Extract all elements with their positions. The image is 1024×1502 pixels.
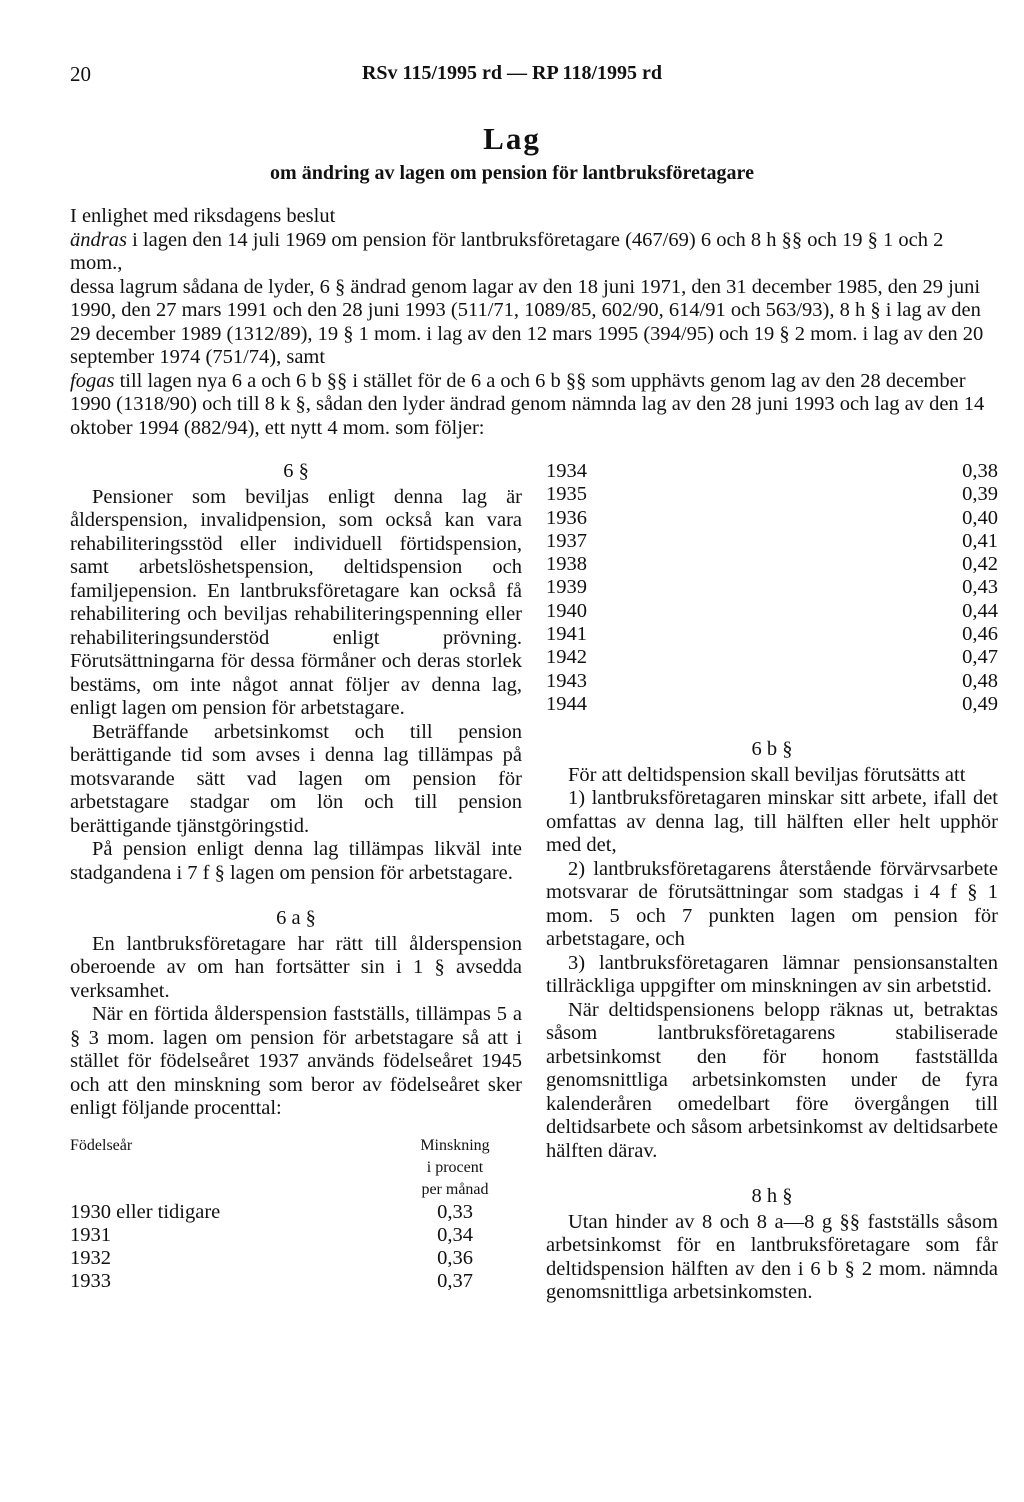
- table-row: [546, 693, 998, 716]
- table-cell-year: 1933: [70, 1270, 111, 1293]
- table-cell-year: 1934: [546, 460, 587, 482]
- table-cell-year: 1939: [546, 576, 587, 599]
- table-row: [70, 1201, 510, 1224]
- left-column: [70, 460, 522, 1294]
- section-6b-paragraph: När deltidspensionens belopp räknas ut, betraktas såsom lantbruksföretagarens stabiliserade arbetsinkomst den för honom fastställda genomsnittliga arbetsinkomsten under de fyra kalenderåren omedelbart före övergången till deltidsarbete och såsom arbetsinkomst av deltidsarbete hälften därav.: [546, 998, 998, 1162]
- table-cell-value: 0,38: [962, 460, 998, 482]
- table-row: [546, 530, 998, 553]
- table-header-reduction-line: i procent: [426, 1158, 484, 1176]
- table-row: [546, 553, 998, 576]
- table-cell-value: 0,36: [437, 1247, 473, 1270]
- right-column: [546, 460, 998, 1305]
- table-cell-value: 0,40: [962, 506, 998, 529]
- table-cell-year: 1938: [546, 553, 587, 576]
- table-header-reduction-line: Minskning: [420, 1136, 490, 1154]
- table-row: [546, 600, 998, 623]
- table-cell-value: 0,37: [437, 1270, 473, 1293]
- section-6-paragraph: På pension enligt denna lag tillämpas likväl inte stadgandena i 7 f § lagen om pension för arbetstagare.: [70, 838, 522, 884]
- section-8h-paragraph: Utan hinder av 8 och 8 a—8 g §§ fastställs såsom arbetsinkomst för en lantbruksföretagare som får deltidspension hälften av den i 6 b § 2 mom. nämnda genomsnittliga arbetsinkomsten.: [546, 1210, 998, 1304]
- section-8h-heading: 8 h §: [751, 1185, 793, 1208]
- table-row: [70, 1270, 510, 1293]
- table-header-birth-year: Födelseår: [70, 1136, 133, 1154]
- table-cell-year: 1936: [546, 506, 587, 529]
- table-cell-year: 1931: [70, 1223, 111, 1246]
- table-cell-value: 0,41: [962, 529, 998, 552]
- reduction-table-continued: [546, 460, 998, 716]
- table-cell-value: 0,48: [962, 669, 998, 692]
- table-row: [546, 623, 998, 646]
- preamble: [70, 205, 990, 440]
- table-header-reduction: [400, 1135, 510, 1201]
- table-row: [546, 460, 998, 483]
- table-row: [70, 1247, 510, 1270]
- page-number: 20: [70, 62, 91, 86]
- table-row: [546, 646, 998, 669]
- table-cell-year: 1943: [546, 669, 587, 692]
- table-row: [546, 576, 998, 599]
- table-cell-year: 1940: [546, 599, 587, 622]
- preamble-adds-keyword: fogas: [70, 369, 115, 392]
- section-6b-paragraph: För att deltidspension skall beviljas förutsätts att: [568, 763, 966, 786]
- section-6b-list-item: 1) lantbruksföretagaren minskar sitt arbete, ifall det omfattas av denna lag, till hälften eller helt upphör med det,: [546, 787, 998, 857]
- table-cell-year: 1935: [546, 483, 587, 506]
- table-cell-value: 0,47: [962, 646, 998, 669]
- table-cell-year: 1930 eller tidigare: [70, 1200, 221, 1223]
- table-cell-year: 1944: [546, 692, 587, 715]
- section-6b-list-item: 3) lantbruksföretagaren lämnar pensionsanstalten tillräckliga uppgifter om minskningen av sin arbetstid.: [546, 951, 998, 998]
- preamble-amends: [70, 229, 990, 276]
- table-cell-year: 1942: [546, 646, 587, 669]
- table-cell-value: 0,43: [962, 576, 998, 599]
- section-6a-heading: 6 a §: [276, 907, 316, 929]
- section-6-heading: 6 §: [283, 460, 309, 482]
- law-title: Lag: [483, 121, 541, 156]
- table-cell-year: 1941: [546, 623, 587, 646]
- table-row: [70, 1224, 510, 1247]
- table-row: [546, 670, 998, 693]
- preamble-adds-text: till lagen nya 6 a och 6 b §§ i stället för de 6 a och 6 b §§ som upphävts genom lag av den 28 december 1990 (1318/90) och till 8 k §, sådan den lyder ändrad genom nämnda lag av den 28 juni 1993 och lag av den 14 oktober 1994 (882/94), ett nytt 4 mom. som följer:: [70, 369, 985, 439]
- section-6-paragraph: Beträffande arbetsinkomst och till pension berättigande tid som avses i denna lag tillämpas på motsvarande sätt vad lagen om pension för arbetstagare stadgar om lön och till pension berättigande tjänstgöringstid.: [70, 720, 522, 837]
- section-6b-list-item: 2) lantbruksföretagarens återstående förvärvsarbete motsvarar de förutsättningar som stadgas i 4 f § 1 mom. 5 och 7 punkten lagen om pension för arbetstagare, och: [546, 857, 998, 951]
- reduction-table: [70, 1135, 510, 1294]
- preamble-line-1: I enlighet med riksdagens beslut: [70, 205, 336, 227]
- law-subtitle: om ändring av lagen om pension för lantbruksföretagare: [270, 162, 754, 184]
- section-6a-paragraph: När en förtida ålderspension fastställs, tillämpas 5 a § 3 mom. lagen om pension för arbetstagare så att i stället för födelseåret 1937 används födelseåret 1945 och att den minskning som beror av födelseåret sker enligt följande procenttal:: [70, 1003, 522, 1119]
- table-cell-value: 0,33: [437, 1200, 473, 1223]
- section-6-paragraph: Pensioner som beviljas enligt denna lag är ålderspension, invalidpension, som också kan vara rehabiliteringsstöd eller individuell förtidspension, samt arbetslöshetspension, deltidspension och familjepension. En lantbruksföretagare kan också få rehabilitering och beviljas rehabiliteringspenning eller rehabiliteringsunderstöd enligt prövning. Förutsättningarna för dessa förmåner och deras storlek bestäms, om inte något annat följer av denna lag, enligt lagen om pension för arbetstagare.: [70, 485, 522, 719]
- preamble-adds: [70, 370, 990, 441]
- table-cell-value: 0,44: [962, 599, 998, 622]
- table-cell-year: 1932: [70, 1247, 111, 1270]
- table-row: [546, 483, 998, 506]
- table-cell-year: 1937: [546, 529, 587, 552]
- table-cell-value: 0,34: [437, 1223, 473, 1246]
- section-6a-paragraph: En lantbruksföretagare har rätt till ålderspension oberoende av om han fortsätter sin i 1 § avsedda verksamhet.: [70, 932, 522, 1002]
- table-cell-value: 0,42: [962, 553, 998, 576]
- preamble-amends-keyword: ändras: [70, 228, 127, 251]
- preamble-sources: dessa lagrum sådana de lyder, 6 § ändrad genom lagar av den 18 juni 1971, den 31 december 1985, den 29 juni 1990, den 27 mars 1991 och den 28 juni 1993 (511/71, 1089/85, 602/90, 614/91 och 563/93), 8 h § i lag av den 29 december 1989 (1312/89), 19 § 1 mom. i lag av den 12 mars 1995 (394/95) och 19 § 2 mom. i lag av den 20 september 1974 (751/74), samt: [70, 275, 984, 368]
- table-cell-value: 0,39: [962, 483, 998, 506]
- section-6b-heading: 6 b §: [751, 738, 793, 761]
- preamble-amends-text: i lagen den 14 juli 1969 om pension för lantbruksföretagare (467/69) 6 och 8 h §§ och 19 § 1 och 2 mom.,: [70, 228, 944, 274]
- table-cell-value: 0,49: [962, 692, 998, 715]
- table-row: [546, 507, 998, 530]
- table-header-reduction-line: per månad: [421, 1180, 489, 1198]
- table-cell-value: 0,46: [962, 623, 998, 646]
- running-head: RSv 115/1995 rd — RP 118/1995 rd: [361, 62, 663, 84]
